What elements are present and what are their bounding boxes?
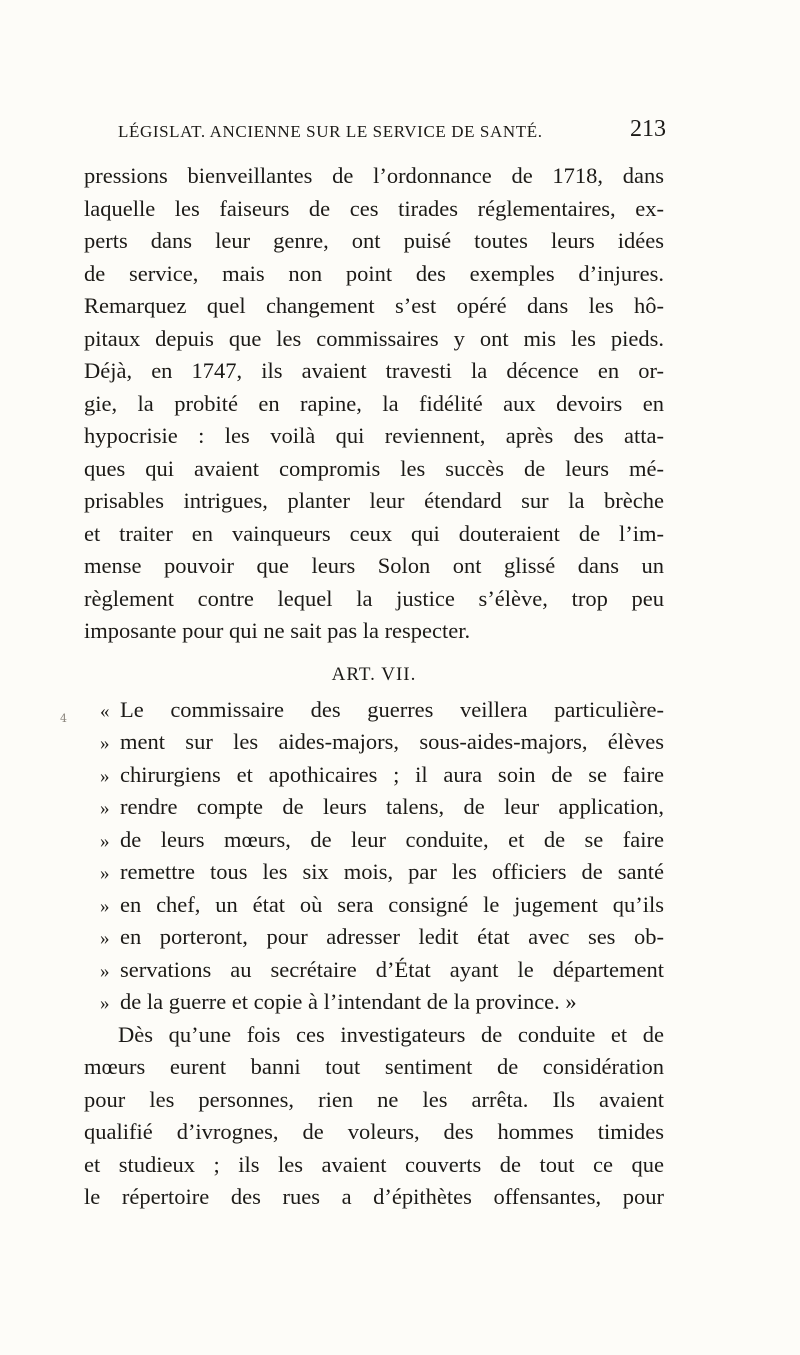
text-line: pressions bienveillantes de l’ordonnance de 1718, dans [84, 163, 664, 188]
quote-line [84, 694, 664, 727]
quote-line [84, 986, 664, 1019]
quote-text: chirurgiens et apothicaires ; il aura soin de se faire [120, 761, 664, 787]
quote-text: de la guerre et copie à l’intendant de la province. » [120, 989, 577, 1014]
quote-mark: » [100, 863, 110, 884]
quote-line [84, 954, 664, 987]
quote-line [84, 824, 664, 857]
text-line: mœurs eurent banni tout sentiment de considération [84, 1054, 664, 1079]
text-line: pitaux depuis que les commissaires y ont mis les pieds. [84, 325, 664, 351]
text-line: qualifié d’ivrognes, de voleurs, des hommes timides [84, 1119, 664, 1144]
text-line: et traiter en vainqueurs ceux qui douteraient de l’im- [84, 520, 664, 546]
page-number: 213 [630, 116, 666, 142]
quote-mark: » [100, 928, 110, 949]
quote-mark: » [100, 960, 110, 982]
running-head-title: LÉGISLAT. ANCIENNE SUR LE SERVICE DE SANTÉ. [118, 122, 543, 141]
quote-line [84, 921, 664, 954]
article-heading: ART. VII. [331, 663, 417, 685]
quote-text: en porteront, pour adresser ledit état avec ses ob- [120, 924, 664, 949]
text-line: ques qui avaient compromis les succès de leurs mé- [84, 455, 664, 481]
text-line: imposante pour qui ne sait pas la respecter. [84, 618, 471, 643]
text-line: laquelle les faiseurs de ces tirades réglementaires, ex- [84, 195, 664, 221]
margin-mark: 4 [60, 712, 67, 725]
quote-mark: » [100, 733, 110, 754]
text-line: Dès qu’une fois ces investigateurs de conduite et de [118, 1021, 664, 1047]
body-text [84, 160, 664, 1214]
text-line: mense pouvoir que leurs Solon ont glissé dans un [84, 553, 664, 578]
running-head [118, 118, 666, 148]
quote-mark: « [100, 700, 110, 722]
text-line: le répertoire des rues a d’épithètes offensantes, pour [84, 1184, 664, 1209]
text-line: et studieux ; ils les avaient couverts de tout ce que [84, 1151, 664, 1177]
quote-text: remettre tous les six mois, par les officiers de santé [120, 859, 664, 884]
text-line: règlement contre lequel la justice s’élève, trop peu [84, 585, 664, 611]
quote-text: rendre compte de leurs talens, de leur application, [120, 794, 664, 819]
quote-mark: » [100, 895, 110, 917]
paragraph-2 [84, 1019, 664, 1214]
quote-line [84, 791, 664, 824]
paragraph-1 [84, 160, 664, 648]
quote-line [84, 759, 664, 792]
quote-line [84, 889, 664, 922]
quote-text: servations au secrétaire d’État ayant le département [120, 956, 664, 982]
quote-mark: » [100, 993, 110, 1014]
quote-mark: » [100, 798, 110, 819]
quote-mark: » [100, 765, 110, 787]
text-line: prisables intrigues, planter leur étendard sur la brèche [84, 488, 664, 513]
quoted-article [84, 694, 664, 1019]
quote-mark: » [100, 830, 110, 852]
quote-line [84, 856, 664, 889]
text-line: perts dans leur genre, ont puisé toutes leurs idées [84, 228, 664, 253]
text-line: pour les personnes, rien ne les arrêta. Ils avaient [84, 1086, 664, 1112]
text-line: Déjà, en 1747, ils avaient travesti la décence en or- [84, 358, 664, 383]
text-line: gie, la probité en rapine, la fidélité aux devoirs en [84, 390, 664, 416]
quote-text: en chef, un état où sera consigné le jugement qu’ils [120, 891, 664, 917]
quote-text: Le commissaire des guerres veillera particulière- [120, 696, 664, 722]
quote-text: ment sur les aides-majors, sous-aides-majors, élèves [120, 729, 664, 754]
quote-text: de leurs mœurs, de leur conduite, et de se faire [120, 826, 664, 852]
quote-line [84, 726, 664, 759]
text-line: Remarquez quel changement s’est opéré dans les hô- [84, 293, 664, 318]
text-line: de service, mais non point des exemples d’injures. [84, 260, 664, 286]
text-line: hypocrisie : les voilà qui reviennent, après des atta- [84, 423, 664, 448]
